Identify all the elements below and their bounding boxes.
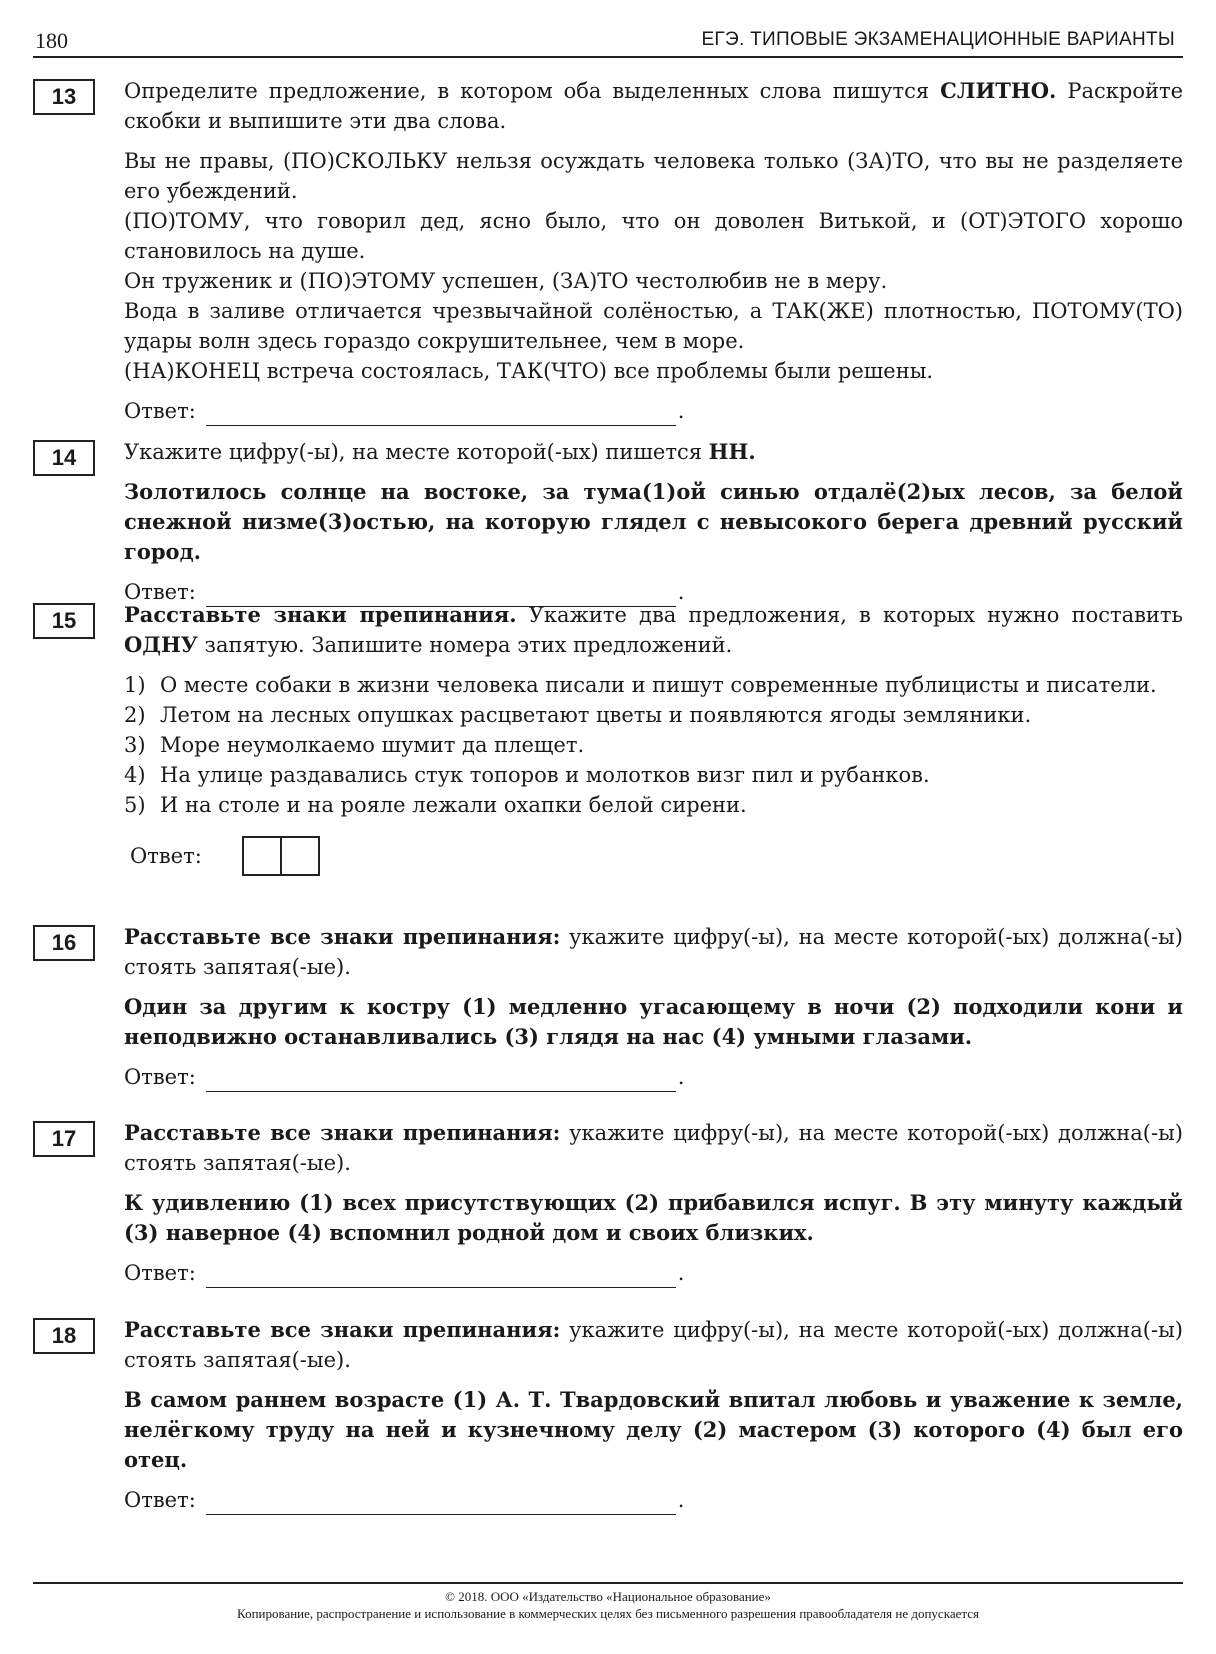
sentence: Вода в заливе отличается чрезвычайной солёностью, а ТАК(ЖЕ) плотностью, ПОТОМУ(ТО) удары волн здесь гораздо сокрушительнее, чем в море.	[124, 299, 1183, 353]
sentence: Он труженик и (ПО)ЭТОМУ успешен, (ЗА)ТО честолюбив не в меру.	[124, 269, 888, 293]
task-number-box: 18	[33, 1318, 95, 1354]
task-text: К удивлению (1) всех присутствующих (2) прибавился испуг. В эту минуту каждый (3) наверное (4) вспомнил родной дом и своих близких.	[124, 1190, 1183, 1245]
task-instruction: Расставьте все знаки препинания: укажите цифру(-ы), на месте которой(-ых) должна(-ы) стоять запятая(-ые).	[124, 1317, 1184, 1372]
list-item: 3) Море неумолкаемо шумит да плещет.	[124, 733, 585, 757]
task-17	[33, 1118, 1183, 1288]
task-instruction: Укажите цифру(-ы), на месте которой(-ых) пишется НН.	[124, 439, 756, 464]
answer-field[interactable]	[206, 1265, 676, 1288]
copyright-notice: Копирование, распространение и использование в коммерческих целях без письменного разрешения правообладателя не допускается	[237, 1606, 979, 1621]
list-item: 4) На улице раздавались стук топоров и молотков визг пил и рубанков.	[124, 763, 930, 787]
task-number-box: 16	[33, 925, 95, 961]
task-13	[33, 76, 1183, 426]
task-18	[33, 1315, 1183, 1515]
answer-row: Ответ: .	[124, 577, 1183, 607]
task-14	[33, 437, 1183, 607]
running-title: ЕГЭ. ТИПОВЫЕ ЭКЗАМЕНАЦИОННЫЕ ВАРИАНТЫ	[701, 29, 1175, 50]
answer-row: Ответ: .	[124, 1062, 1183, 1092]
answer-label: Ответ:	[124, 1261, 196, 1285]
task-text: Один за другим к костру (1) медленно угасающему в ночи (2) подходили кони и неподвижно останавливались (3) глядя на нас (4) умными глазами.	[124, 994, 1183, 1049]
answer-cells	[242, 836, 320, 876]
sentence-list	[124, 146, 1183, 386]
answer-field[interactable]	[206, 403, 676, 426]
task-number-box: 15	[33, 603, 95, 639]
page-footer	[33, 1582, 1183, 1622]
task-15	[33, 600, 1183, 876]
task-instruction: Определите предложение, в котором оба выделенных слова пишутся СЛИТНО. Раскройте скобки и выпишите эти два слова.	[124, 78, 1184, 133]
list-item: 5) И на столе и на рояле лежали охапки белой сирени.	[124, 793, 747, 817]
answer-row: Ответ: .	[124, 396, 1183, 426]
task-number-box: 14	[33, 440, 95, 476]
answer-label: Ответ:	[124, 580, 196, 604]
answer-field[interactable]	[206, 1492, 676, 1515]
task-instruction: Расставьте все знаки препинания: укажите цифру(-ы), на месте которой(-ых) должна(-ы) стоять запятая(-ые).	[124, 924, 1184, 979]
sentence: Вы не правы, (ПО)СКОЛЬКУ нельзя осуждать человека только (ЗА)ТО, что вы не разделяете его убеждений.	[124, 149, 1183, 203]
sentence: (НА)КОНЕЦ встреча состоялась, ТАК(ЧТО) все проблемы были решены.	[124, 359, 934, 383]
answer-label: Ответ:	[124, 1065, 196, 1089]
list-item: 2) Летом на лесных опушках расцветают цветы и появляются ягоды земляники.	[124, 703, 1032, 727]
task-instruction: Расставьте знаки препинания. Укажите два предложения, в которых нужно поставить ОДНУ запятую. Запишите номера этих предложений.	[124, 602, 1183, 657]
answer-cell-1[interactable]	[244, 838, 280, 874]
answer-label: Ответ:	[130, 844, 202, 868]
task-text: Золотилось солнце на востоке, за тума(1)ой синью отдалё(2)ых лесов, за белой снежной низме(3)остью, на которую глядел с невысокого берега древний русский город.	[124, 479, 1183, 564]
answer-cell-2[interactable]	[280, 838, 318, 874]
task-instruction: Расставьте все знаки препинания: укажите цифру(-ы), на месте которой(-ых) должна(-ы) стоять запятая(-ые).	[124, 1120, 1184, 1175]
list-item: 1) О месте собаки в жизни человека писали и пишут современные публицисты и писатели.	[124, 673, 1157, 697]
answer-row: Ответ: .	[124, 1485, 1183, 1515]
answer-row: Ответ: .	[124, 1258, 1183, 1288]
sentence: (ПО)ТОМУ, что говорил дед, ясно было, что он доволен Витькой, и (ОТ)ЭТОГО хорошо становилось на душе.	[124, 209, 1183, 263]
answer-row	[130, 836, 1183, 876]
page-number: 180	[35, 28, 68, 53]
task-text: В самом раннем возрасте (1) А. Т. Твардовский впитал любовь и уважение к земле, нелёгкому труду на ней и кузнечному делу (2) мастером (3) которого (4) был его отец.	[124, 1387, 1183, 1472]
answer-label: Ответ:	[124, 1488, 196, 1512]
numbered-list	[124, 670, 1183, 820]
answer-label: Ответ:	[124, 399, 196, 423]
task-number-box: 13	[33, 79, 95, 115]
copyright-line: © 2018. ООО «Издательство «Национальное образование»	[445, 1589, 771, 1604]
task-number-box: 17	[33, 1121, 95, 1157]
answer-field[interactable]	[206, 1069, 676, 1092]
task-16	[33, 922, 1183, 1092]
page-header	[33, 22, 1183, 58]
